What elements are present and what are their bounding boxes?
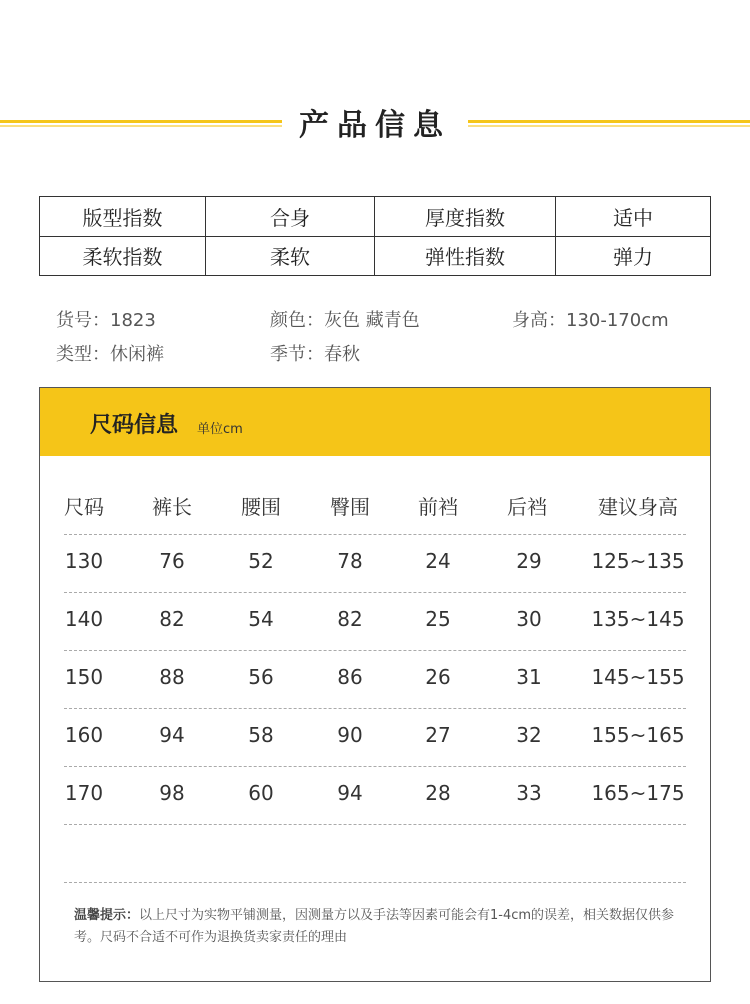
note-text: 以上尺寸为实物平铺测量，因测量方以及手法等因素可能会有1-4cm的误差，相关数据仅供参考。尺码不合适不可作为退换货卖家责任的理由 xyxy=(74,908,675,945)
product-info xyxy=(56,306,706,374)
table-cell: 125~135 xyxy=(591,549,685,573)
table-cell: 90 xyxy=(337,723,363,747)
table-cell: 88 xyxy=(159,665,185,689)
table-cell: 76 xyxy=(159,549,185,573)
table-cell: 28 xyxy=(425,781,451,805)
table-cell: 26 xyxy=(425,665,451,689)
table-cell: 86 xyxy=(337,665,363,689)
table-cell: 135~145 xyxy=(591,607,685,631)
table-cell: 60 xyxy=(248,781,274,805)
size-table xyxy=(64,483,686,883)
page-title: 产品信息 xyxy=(299,108,451,143)
table-cell: 160 xyxy=(64,723,104,747)
size-card-title: 尺码信息 xyxy=(90,413,179,438)
note-label: 温馨提示： xyxy=(74,908,140,923)
color-info: 颜色：灰色 藏青色 xyxy=(270,310,420,331)
table-cell: 78 xyxy=(337,549,363,573)
table-cell: 130 xyxy=(64,549,104,573)
table-cell: 140 xyxy=(64,607,104,631)
section-header xyxy=(0,92,750,152)
item-number: 货号：1823 xyxy=(56,310,156,331)
type-info: 类型：休闲裤 xyxy=(56,344,164,365)
spec-cell: 弹力 xyxy=(556,236,711,276)
size-card-unit: 单位cm xyxy=(197,422,243,437)
size-card xyxy=(39,387,711,982)
table-cell: 145~155 xyxy=(591,665,685,689)
spec-cell: 柔软 xyxy=(206,236,375,276)
table-cell: 165~175 xyxy=(591,781,685,805)
table-cell: 155~165 xyxy=(591,723,685,747)
table-cell: 94 xyxy=(159,723,185,747)
table-cell: 56 xyxy=(248,665,274,689)
column-header: 尺码 xyxy=(64,495,104,519)
info-row xyxy=(56,306,706,340)
season-info: 季节：春秋 xyxy=(270,344,360,365)
size-card-header xyxy=(40,388,710,456)
table-cell: 58 xyxy=(248,723,274,747)
column-header: 前裆 xyxy=(418,495,458,519)
table-cell: 30 xyxy=(516,607,542,631)
table-row xyxy=(64,651,686,709)
table-cell: 24 xyxy=(425,549,451,573)
spec-table xyxy=(39,196,711,276)
spec-row xyxy=(40,236,711,276)
table-cell: 170 xyxy=(64,781,104,805)
column-header: 裤长 xyxy=(152,495,192,519)
table-cell: 52 xyxy=(248,549,274,573)
spec-cell: 适中 xyxy=(556,197,711,237)
table-row xyxy=(64,593,686,651)
table-cell: 32 xyxy=(516,723,542,747)
height-info: 身高：130-170cm xyxy=(512,310,669,331)
spec-cell: 合身 xyxy=(206,197,375,237)
table-row xyxy=(64,767,686,825)
column-header: 臀围 xyxy=(330,495,370,519)
table-row xyxy=(64,535,686,593)
table-cell: 82 xyxy=(337,607,363,631)
size-note xyxy=(74,905,684,949)
size-table-header xyxy=(64,483,686,535)
table-row xyxy=(64,709,686,767)
spec-cell: 厚度指数 xyxy=(375,197,556,237)
table-cell: 25 xyxy=(425,607,451,631)
spec-cell: 版型指数 xyxy=(40,197,206,237)
spec-row xyxy=(40,197,711,237)
column-header: 建议身高 xyxy=(598,495,678,519)
spec-cell: 弹性指数 xyxy=(375,236,556,276)
table-cell: 82 xyxy=(159,607,185,631)
table-cell: 27 xyxy=(425,723,451,747)
table-cell: 29 xyxy=(516,549,542,573)
column-header: 腰围 xyxy=(241,495,281,519)
table-cell: 31 xyxy=(516,665,542,689)
table-cell: 98 xyxy=(159,781,185,805)
table-cell: 33 xyxy=(516,781,542,805)
column-header: 后裆 xyxy=(507,495,547,519)
table-cell: 54 xyxy=(248,607,274,631)
spec-cell: 柔软指数 xyxy=(40,236,206,276)
header-right-stripe xyxy=(468,120,750,126)
empty-row xyxy=(64,825,686,883)
table-cell: 150 xyxy=(64,665,104,689)
info-row xyxy=(56,340,706,374)
table-cell: 94 xyxy=(337,781,363,805)
